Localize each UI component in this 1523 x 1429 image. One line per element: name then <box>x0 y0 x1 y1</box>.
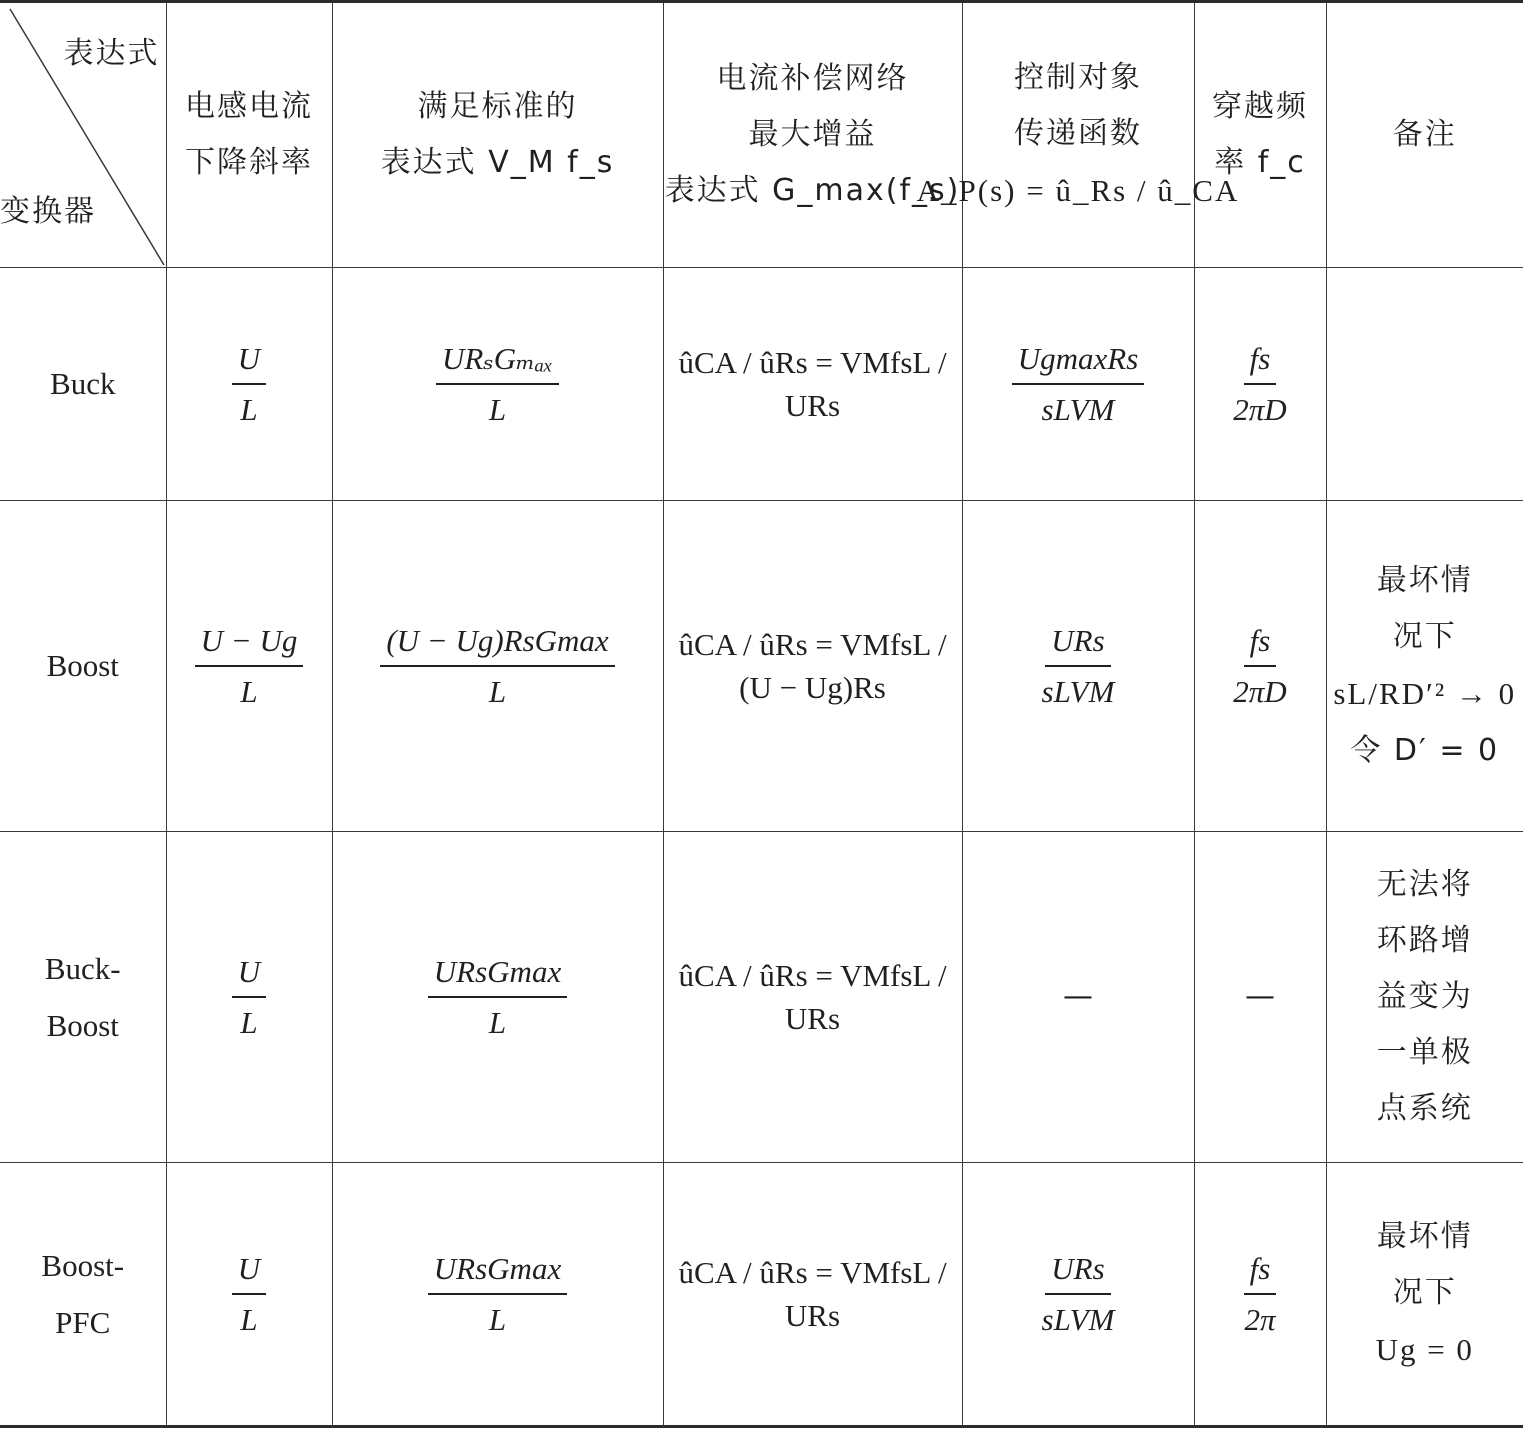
vmfs-num: (U − Ug)RsGmax <box>380 619 614 667</box>
plant-num: URs <box>1045 1247 1110 1295</box>
vmfs-num: URₛGₘₐₓ <box>436 337 559 385</box>
header-slope-line2: 下降斜率 <box>185 145 313 180</box>
plant-den: sLVM <box>1041 674 1115 709</box>
converter-name-line2: Boost <box>46 1008 119 1043</box>
note-line: 环路增 <box>1376 923 1473 958</box>
slope-num: U <box>232 950 266 998</box>
note-line: 最坏情 <box>1376 1219 1473 1255</box>
header-gmax-line1: 电流补偿网络 <box>716 61 909 96</box>
note-line: 令 D′ = 0 <box>1350 732 1500 768</box>
header-fc-line1: 穿越频 <box>1212 89 1308 124</box>
note-line: 一单极 <box>1376 1035 1473 1070</box>
header-gmax-line3: 表达式 G_max(f_s) <box>664 173 961 208</box>
fc-cell <box>1194 1163 1326 1427</box>
converter-name <box>0 832 166 1163</box>
slope-num: U <box>232 1247 266 1295</box>
fc-num: fs <box>1244 337 1277 385</box>
header-fc-line2: 率 f_c <box>1214 145 1306 180</box>
plant-cell <box>962 1163 1194 1427</box>
note-cell <box>1326 832 1523 1163</box>
slope-num: U <box>232 337 266 385</box>
note-line: 益变为 <box>1376 979 1473 1014</box>
vmfs-den: L <box>488 1005 507 1040</box>
plant-cell <box>962 501 1194 832</box>
plant-den: sLVM <box>1041 392 1115 427</box>
vmfs-num: URsGmax <box>428 950 567 998</box>
converter-name-line2: PFC <box>55 1305 111 1340</box>
vmfs-cell <box>332 501 663 832</box>
vmfs-den: L <box>488 1302 507 1337</box>
slope-den: L <box>240 392 258 427</box>
fc-den: 2π <box>1244 1302 1276 1337</box>
corner-cell <box>0 2 166 268</box>
note-line: 点系统 <box>1376 1091 1473 1126</box>
header-vmfs-line1: 满足标准的 <box>417 89 578 124</box>
vmfs-cell <box>332 832 663 1163</box>
note-line: 况下 <box>1392 619 1457 655</box>
note-line: 最坏情 <box>1376 563 1473 599</box>
note-line: Ug = 0 <box>1375 1332 1474 1368</box>
note-cell <box>1326 501 1523 832</box>
corner-top-label: 表达式 <box>63 36 160 71</box>
slope-den: L <box>240 674 258 709</box>
fc-den: 2πD <box>1233 392 1287 427</box>
vmfs-den: L <box>488 674 507 709</box>
plant-cell <box>962 268 1194 501</box>
header-plant-line2: 传递函数 <box>1014 116 1142 152</box>
slope-den: L <box>240 1302 258 1337</box>
note-cell <box>1326 268 1523 501</box>
table-row <box>0 501 1523 832</box>
header-gmax <box>663 2 962 268</box>
corner-bottom-label: 变换器 <box>0 194 96 229</box>
table-row <box>0 1163 1523 1427</box>
note-line: sL/RD′² → 0 <box>1333 676 1517 712</box>
gmax-cell: ûCA / ûRs = VMfsL / URs <box>663 1163 962 1427</box>
header-slope <box>166 2 332 268</box>
vmfs-cell <box>332 1163 663 1427</box>
header-plant-line1: 控制对象 <box>1014 60 1142 96</box>
note-line: 无法将 <box>1376 867 1473 902</box>
fc-cell <box>1194 501 1326 832</box>
fc-num: fs <box>1244 619 1277 667</box>
converter-name <box>0 1163 166 1427</box>
header-note: 备注 <box>1326 2 1523 268</box>
table-row <box>0 268 1523 501</box>
fc-den: 2πD <box>1233 674 1287 709</box>
vmfs-num: URsGmax <box>428 1247 567 1295</box>
converter-name-line1: Buck- <box>44 950 121 986</box>
header-fc <box>1194 2 1326 268</box>
fc-cell: — <box>1194 832 1326 1163</box>
fc-cell <box>1194 268 1326 501</box>
gmax-cell: ûCA / ûRs = VMfsL / URs <box>663 832 962 1163</box>
converter-name-line1: Boost- <box>41 1247 125 1283</box>
slope-cell <box>166 501 332 832</box>
table-row <box>0 832 1523 1163</box>
header-gmax-line2: 最大增益 <box>748 117 877 152</box>
plant-num: URs <box>1045 619 1110 667</box>
header-slope-line1: 电感电流 <box>185 89 313 124</box>
header-row <box>0 2 1523 268</box>
vmfs-cell <box>332 268 663 501</box>
slope-den: L <box>240 1005 258 1040</box>
slope-cell <box>166 268 332 501</box>
gmax-cell: ûCA / ûRs = VMfsL / URs <box>663 268 962 501</box>
header-plant-line3: A_P(s) = û_Rs / û_CA <box>916 173 1240 209</box>
plant-cell: — <box>962 832 1194 1163</box>
fc-num: fs <box>1244 1247 1277 1295</box>
slope-cell <box>166 1163 332 1427</box>
note-line: 况下 <box>1392 1275 1457 1311</box>
header-vmfs-line2: 表达式 V_M f_s <box>380 145 615 180</box>
vmfs-den: L <box>488 392 507 427</box>
gmax-cell: ûCA / ûRs = VMfsL / (U − Ug)Rs <box>663 501 962 832</box>
plant-den: sLVM <box>1041 1302 1115 1337</box>
header-vmfs <box>332 2 663 268</box>
converter-name: Buck <box>0 268 166 501</box>
plant-num: UgmaxRs <box>1012 337 1145 385</box>
note-cell <box>1326 1163 1523 1427</box>
header-plant <box>916 2 1240 268</box>
slope-num: U − Ug <box>195 619 304 667</box>
converter-name: Boost <box>0 501 166 832</box>
slope-cell <box>166 832 332 1163</box>
